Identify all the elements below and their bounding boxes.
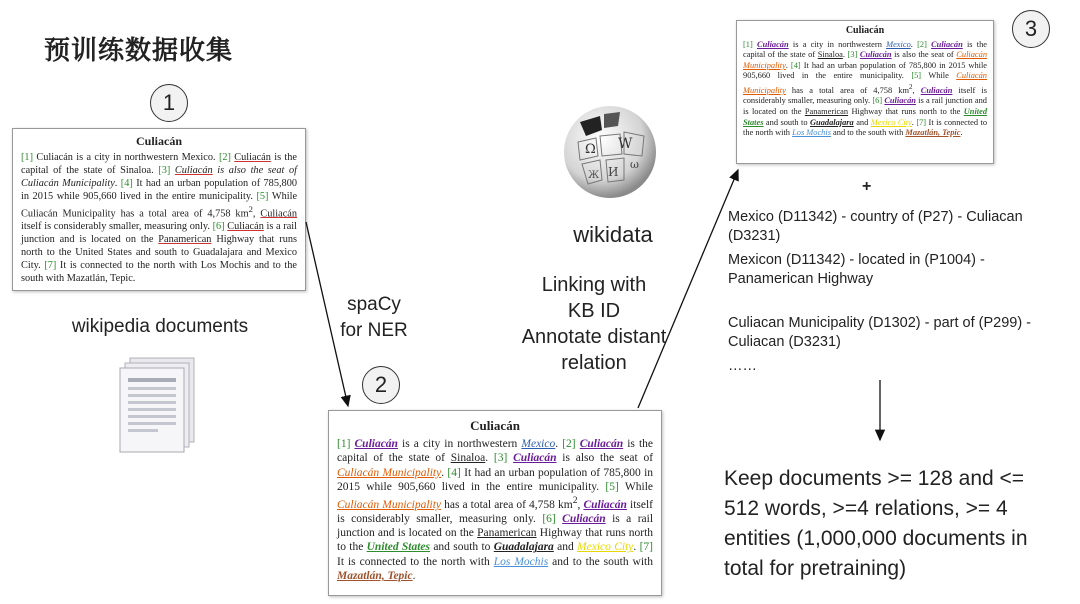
svg-text:И: И (608, 165, 619, 179)
doc-body: [1] Culiacán is a city in northwestern Mexico. [2] Culiacán is the capital of the state of Sinaloa. [3] Culiacán is also the seat of Culiacán Municipality. [4] It had an urban population of 785,800 in 2015 while 905,660 lived in the entire municipality. [5] While Culiacán Municipality has a total area of 4,758 $km^2$, Culiacán itself is considerably smaller, measuring only. [6] Culiacán is a rail junction and is located on the Panamerican Highway that runs north to the United States and south to Guadalajara and Mexico City. [7] It is connected to the north with Los Mochis and to the south with Mazatlán, Tepic. (21, 152, 298, 285)
step-2-circle: 2 (362, 366, 400, 404)
doc-title: Culiacán (135, 134, 182, 148)
arrow-doc-to-ner (306, 222, 348, 406)
linking-line-3: Annotate distant (521, 326, 667, 348)
doc-body: [1] Culiacán is a city in northwestern Mexico. [2] Culiacán is the capital of the state of Sinaloa. [3] Culiacán is also the seat of Culiacán Municipality. [4] It had an urban population of 785,800 in 2015 while 905,660 lived in the entire municipality. [5] While Culiacán Municipality has a total area of 4,758 $km^2$, Culiacán itself is considerably smaller, measuring only. [6] Culiacán is a rail junction and is located on the Panamerican Highway that runs north to the United States and south to Guadalajara and Mexico City. [7] It is connected to the north with Los Mochis and to the south with Mazatlán, Tepic. (743, 39, 988, 138)
filter-criteria: Keep documents >= 128 and <= 512 words, >=4 relations, >= 4 entities (1,000,000 documents in total for pretraining) (724, 467, 1028, 580)
wikidata-label: wikidata (573, 222, 653, 247)
spacy-line-1: spaCy (347, 294, 401, 315)
relation-ellipsis: …… (728, 358, 757, 374)
arrow-ner-to-kb (638, 170, 738, 408)
svg-text:Ж: Ж (588, 170, 600, 181)
linking-line-2: KB ID (567, 300, 621, 322)
linking-line-1: Linking with (541, 274, 647, 296)
spacy-line-2: for NER (340, 320, 408, 341)
step-3-circle: 3 (1012, 10, 1050, 48)
svg-text:ω: ω (630, 158, 639, 171)
doc-title: Culiacán (845, 25, 885, 36)
step-1-circle: 1 (150, 84, 188, 122)
linking-line-4: relation (561, 352, 627, 374)
doc-body: [1] Culiacán is a city in northwestern Mexico. [2] Culiacán is the capital of the state of Sinaloa. [3] Culiacán is also the seat of Culiacán Municipality. [4] It had an urban population of 785,800 in 2015 while 905,660 lived in the entire municipality. [5] While Culiacán Municipality has a total area of 4,758 $km^2$, Culiacán itself is considerably smaller, measuring only. [6] Culiacán is a rail junction and is located on the Panamerican Highway that runs north to the United States and south to Guadalajara and Mexico City. [7] It is connected to the north with Los Mochis and to the south with Mazatlán, Tepic. (337, 438, 654, 582)
page-title: 预训练数据收集 (44, 36, 234, 66)
relation-2: Mexicon (D11342) - located in (P1004) - Panamerican Highway (728, 252, 985, 287)
plus-sign: + (862, 178, 872, 195)
svg-text:Ω: Ω (585, 142, 596, 157)
doc-title: Culiacán (470, 418, 520, 433)
svg-text:W: W (618, 136, 633, 152)
relation-1: Mexico (D11342) - country of (P27) - Culiacan (D3231) (728, 209, 1023, 244)
wikipedia-label: wikipedia documents (71, 316, 249, 337)
relation-3: Culiacan Municipality (D1302) - part of (P299) - Culiacan (D3231) (728, 315, 1032, 350)
